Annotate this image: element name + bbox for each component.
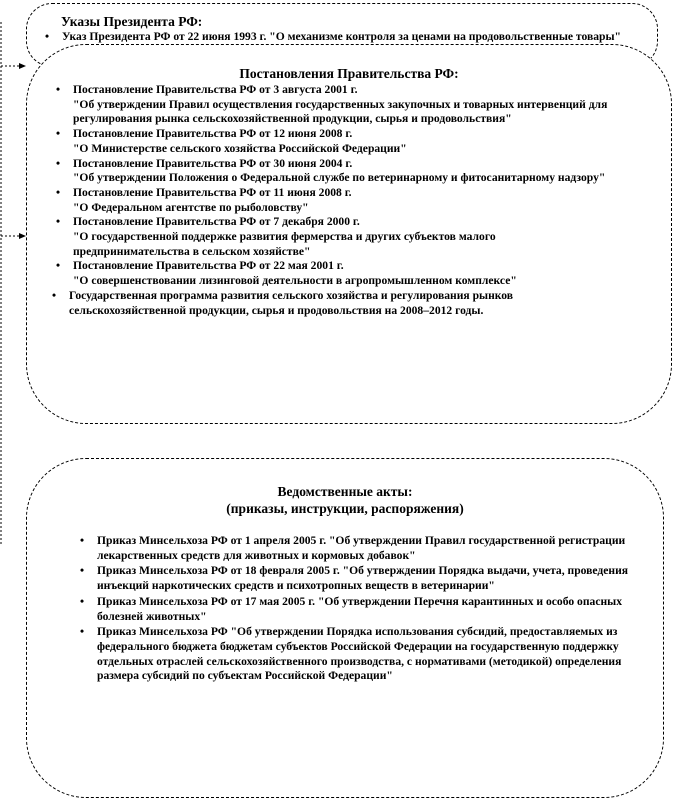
bullet-icon: • — [56, 185, 61, 199]
bullet-icon: • — [45, 30, 50, 43]
list-item: • Указ Президента РФ от 22 июня 1993 г. "О механизме контроля за ценами на продовольственные товары" — [45, 30, 621, 43]
list-item-program: • Государственная программа развития сельского хозяйства и регулирования рынков сельскохозяйственной продукции, сырья и продовольствия на 2008–2012 годы. — [52, 288, 514, 317]
departmental-acts-subtitle: (приказы, инструкции, распоряжения) — [226, 501, 464, 516]
bullet-icon: • — [56, 83, 61, 96]
bullet-icon: • — [80, 534, 85, 547]
arrowhead-icon — [19, 63, 26, 69]
list-item: • Приказ Минсельхоза РФ "Об утверждении Порядка использования субсидий, предоставляемых из федерального бюджета бюджетам субъектов Российской Федерации на государственную поддержку отдельных отраслей сельскохозяйственного производства, с нормативами (методикой) определения размера субсидий по субъектам Российской Федерации" — [80, 625, 622, 683]
bullet-icon: • — [52, 288, 57, 302]
bullet-icon: • — [80, 625, 85, 639]
departmental-acts-box — [26, 458, 664, 798]
list-item: • Приказ Минсельхоза РФ от 1 апреля 2005 г. "Об утверждении Правил государственной регистрации лекарственных средств для животных и кормовых добавок" — [80, 534, 626, 562]
bullet-icon: • — [80, 594, 85, 608]
government-resolutions-box — [26, 44, 672, 424]
bullet-icon: • — [80, 564, 85, 578]
list-item: • Постановление Правительства РФ от 7 декабря 2000 г. "О государственной поддержке развития фермерства и других субъектов малого предпринимательства в сельском хозяйстве" — [56, 215, 496, 258]
presidential-decrees-list — [45, 30, 658, 45]
arrowhead-icon — [19, 233, 26, 239]
presidential-decrees-title: Указы Президента РФ: — [61, 14, 203, 29]
bullet-icon: • — [56, 215, 61, 229]
bullet-icon: • — [56, 259, 61, 273]
list-item: • Приказ Минсельхоза РФ от 18 февраля 2005 г. "Об утверждении Порядка выдачи, учета, проведения инъекций наркотических средств и психотропных веществ в ветеринарии" — [80, 564, 629, 593]
list-item: • Постановление Правительства РФ от 22 мая 2001 г. "О совершенствовании лизинговой деятельности в агропромышленном комплексе" — [56, 259, 517, 288]
government-resolutions-list — [52, 83, 613, 318]
departmental-acts-title: Ведомственные акты: (приказы, инструкции, распоряжения) — [226, 484, 464, 516]
bullet-icon: • — [56, 156, 61, 170]
list-item: • Постановление Правительства РФ от 3 августа 2001 г. "Об утверждении Правил осуществления государственных закупочных и товарных интервенций для регулирования рынка сельскохозяйственной продукции, сырья и продовольствия" — [56, 83, 608, 126]
bullet-icon: • — [56, 127, 61, 141]
government-resolutions-title: Постановления Правительства РФ: — [239, 66, 459, 81]
list-item: • Постановление Правительства РФ от 11 июня 2008 г. "О Федеральном агентстве по рыболовству" — [56, 185, 352, 214]
list-item: • Постановление Правительства РФ от 30 июня 2004 г. "Об утверждении Положения о Федеральной службе по ветеринарному и фитосанитарному надзору" — [56, 156, 606, 185]
list-item: • Приказ Минсельхоза РФ от 17 мая 2005 г. "Об утверждении Перечня карантинных и особо опасных болезней животных" — [80, 594, 623, 623]
departmental-acts-list — [80, 534, 642, 685]
list-item: • Постановление Правительства РФ от 12 июня 2008 г. "О Министерстве сельского хозяйства Российской Федерации" — [56, 127, 407, 155]
